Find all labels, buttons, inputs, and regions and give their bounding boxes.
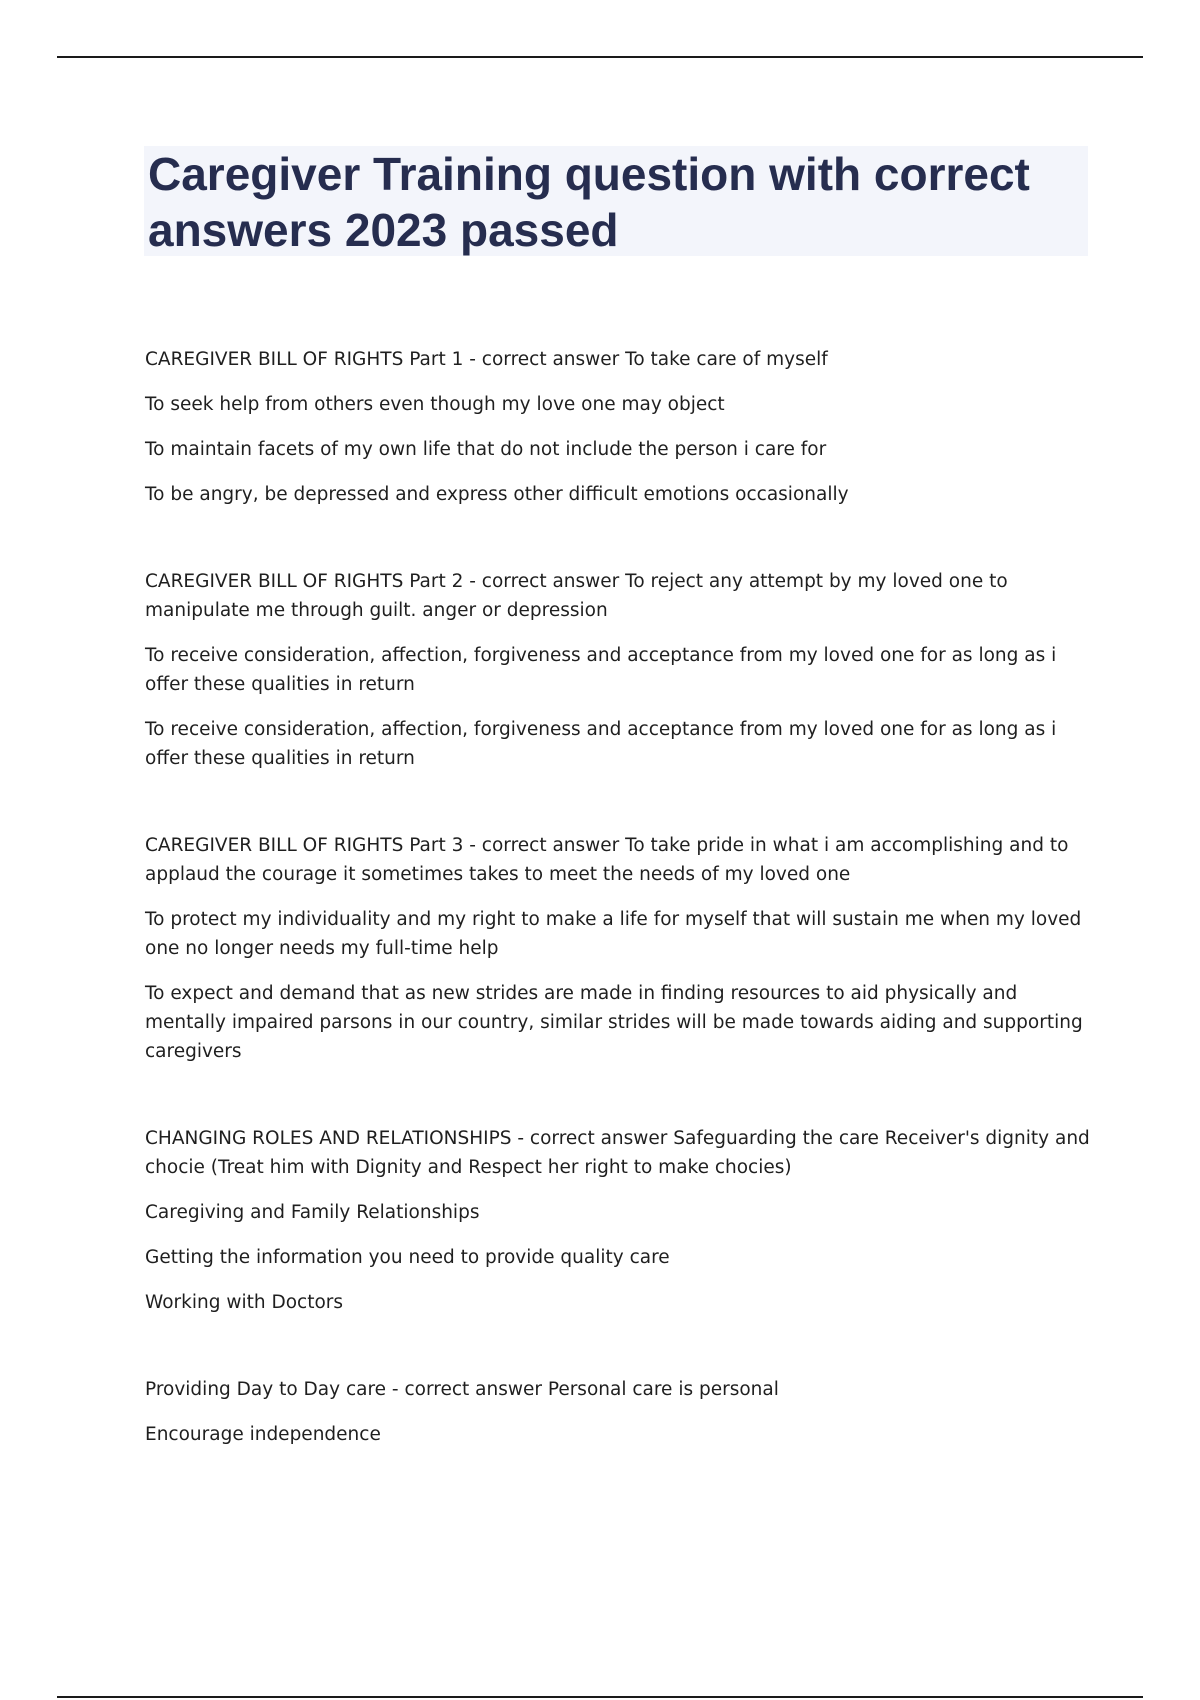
document-title: Caregiver Training question with correct answers 2023 passed [148,148,1030,256]
answer-line: To expect and demand that as new strides are made in finding resources to aid physically and mentally impaired parsons in our country, similar strides will be made towards aiding and supporting caregivers [145,983,1083,1062]
section-day-to-day-care [145,1375,1090,1449]
answer-line: To receive consideration, affection, forgiveness and acceptance from my loved one for as long as i offer these qualities in return [145,719,1057,769]
title-block [144,146,1088,256]
bottom-rule [57,1696,1143,1698]
answer-line: Getting the information you need to provide quality care [145,1247,670,1268]
section-bill-of-rights-part-3 [145,831,1090,1066]
question-answer-line: CAREGIVER BILL OF RIGHTS Part 2 - correct answer To reject any attempt by my loved one to manipulate me through guilt. anger or depression [145,571,1008,621]
section-changing-roles [145,1124,1090,1317]
question-answer-line: CAREGIVER BILL OF RIGHTS Part 1 - correct answer To take care of myself [145,349,828,370]
answer-line: To seek help from others even though my love one may object [145,394,725,415]
answer-line: To maintain facets of my own life that do not include the person i care for [145,439,827,460]
answer-line: To be angry, be depressed and express other difficult emotions occasionally [145,484,849,505]
answer-line: Encourage independence [145,1424,381,1445]
section-bill-of-rights-part-1 [145,345,1090,509]
question-answer-line: CAREGIVER BILL OF RIGHTS Part 3 - correct answer To take pride in what i am accomplishing and to applaud the courage it sometimes takes to meet the needs of my loved one [145,835,1069,885]
answer-line: Caregiving and Family Relationships [145,1202,480,1223]
question-answer-line: Providing Day to Day care - correct answer Personal care is personal [145,1379,779,1400]
answer-line: Working with Doctors [145,1292,344,1313]
section-bill-of-rights-part-2 [145,567,1090,773]
top-rule [57,56,1143,58]
question-answer-line: CHANGING ROLES AND RELATIONSHIPS - correct answer Safeguarding the care Receiver's dignity and chocie (Treat him with Dignity and Respect her right to make chocies) [145,1128,1090,1178]
answer-line: To protect my individuality and my right to make a life for myself that will sustain me when my loved one no longer needs my full-time help [145,909,1082,959]
answer-line: To receive consideration, affection, forgiveness and acceptance from my loved one for as long as i offer these qualities in return [145,645,1057,695]
document-body [145,345,1090,1507]
